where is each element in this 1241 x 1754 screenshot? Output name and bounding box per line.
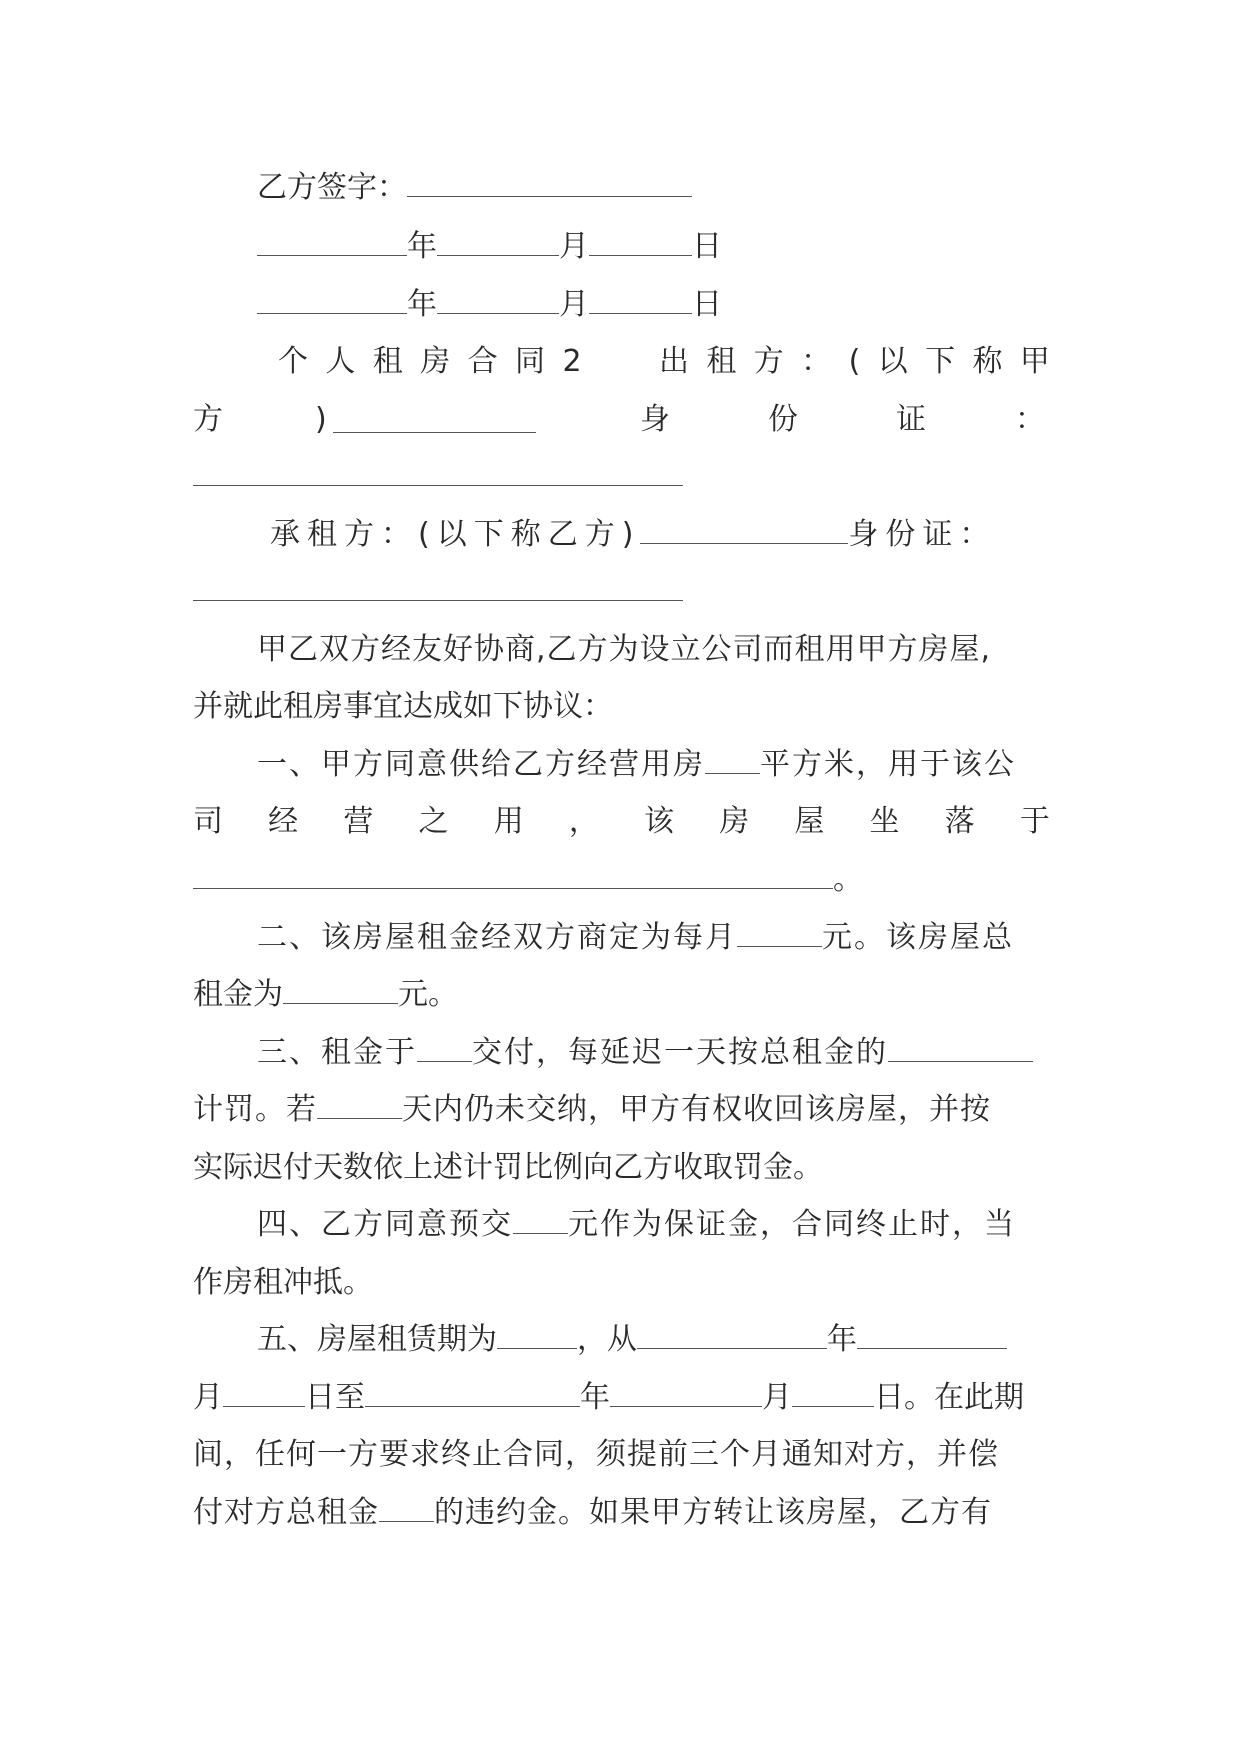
clause-text: 付对方总租金 <box>193 1495 379 1530</box>
month-blank <box>437 289 559 314</box>
id-char: 身 <box>640 402 670 437</box>
deposit-blank <box>513 1209 568 1234</box>
clause-5-line-1 <box>257 1320 1007 1360</box>
heading-char: 合 <box>467 344 498 379</box>
clause-text: 三、租金于 <box>257 1035 417 1070</box>
id-colon: ： <box>1015 402 1045 437</box>
day-blank <box>589 289 692 314</box>
heading-char: ( <box>848 344 861 379</box>
clause-text: 元。 <box>398 977 458 1012</box>
clause-5-line-4 <box>193 1493 992 1533</box>
clause-text: 元作为保证金，合同终止时，当 <box>568 1207 1016 1242</box>
penalty-rate-blank <box>888 1037 1033 1062</box>
heading-char: 下 <box>925 344 956 379</box>
clause-text: 天内仍未交纳，甲方有权收回该房屋，并按 <box>402 1092 991 1127</box>
clause-text: 年 <box>580 1380 610 1415</box>
clause-3-line-2 <box>193 1090 991 1130</box>
heading-char: 同 <box>515 344 546 379</box>
lessor-text: 方 <box>193 402 223 437</box>
start-month-blank <box>857 1324 1007 1349</box>
clause-text: 平方米，用于该公 <box>760 747 1016 782</box>
clause-char: 坐 <box>869 804 900 839</box>
month-label: 月 <box>559 229 589 264</box>
clause-char: 该 <box>644 804 675 839</box>
day-blank <box>589 231 692 256</box>
heading-char: 称 <box>972 344 1003 379</box>
lessee-row <box>270 515 996 555</box>
lessor-paren: ) <box>315 402 327 437</box>
penalty-blank <box>379 1497 434 1522</box>
lessee-id-blank <box>193 600 683 601</box>
intro-line-2: 并就此租房事宜达成如下协议： <box>193 689 613 724</box>
end-day-blank <box>792 1382 874 1407</box>
heading-char: 个 <box>278 344 308 379</box>
date-line-2 <box>257 285 722 325</box>
clause-char: 落 <box>944 804 975 839</box>
start-day-blank <box>223 1382 305 1407</box>
heading-char: 2 <box>562 344 582 379</box>
clause-text: 日。在此期 <box>874 1380 1024 1415</box>
date-line-1 <box>257 227 722 267</box>
clause-text: 五、房屋租赁期为 <box>257 1322 497 1357</box>
clause-4-line-1 <box>257 1205 1016 1245</box>
clause-char: 于 <box>1019 804 1050 839</box>
heading-char: 租 <box>706 344 737 379</box>
year-label: 年 <box>407 287 437 322</box>
clause-text: 计罚。若 <box>193 1092 317 1127</box>
clause-char: ， <box>568 804 599 839</box>
clause-text: 月 <box>762 1380 792 1415</box>
clause-1-line-1 <box>257 745 1016 785</box>
clause-4-line-2: 作房租冲抵。 <box>193 1265 373 1300</box>
clause-text: 的违约金。如果甲方转让该房屋，乙方有 <box>434 1495 992 1530</box>
clause-text: 租金为 <box>193 977 283 1012</box>
clause-text: 二、该房屋租金经双方商定为每月 <box>257 920 737 955</box>
lessor-id-blank <box>193 485 683 486</box>
clause-text: 四、乙方同意预交 <box>257 1207 513 1242</box>
heading-char: 人 <box>325 344 356 379</box>
start-year-blank <box>637 1324 827 1349</box>
clause-text: 元。该房屋总 <box>822 920 1014 955</box>
area-blank <box>705 749 760 774</box>
clause-1-line-3 <box>193 860 863 900</box>
end-month-blank <box>610 1382 762 1407</box>
days-blank <box>317 1094 402 1119</box>
heading-char: 租 <box>372 344 403 379</box>
total-rent-blank <box>283 979 398 1004</box>
month-blank <box>437 231 559 256</box>
end-year-blank <box>365 1382 580 1407</box>
clause-text: 日至 <box>305 1380 365 1415</box>
term-blank <box>497 1324 577 1349</box>
day-label: 日 <box>692 229 722 264</box>
heading-char: 房 <box>420 344 451 379</box>
month-label: 月 <box>559 287 589 322</box>
clause-char: 之 <box>418 804 449 839</box>
contract-heading <box>278 342 1050 382</box>
clause-text: 年 <box>827 1322 857 1357</box>
id-char: 份 <box>768 402 798 437</box>
clause-char: 营 <box>343 804 374 839</box>
heading-char: 甲 <box>1019 344 1050 379</box>
lessee-label: 承租方：(以下称乙方) <box>270 517 641 552</box>
clause-2-line-1 <box>257 918 1014 958</box>
signature-blank <box>407 172 692 197</box>
lessee-signature-line <box>257 168 692 208</box>
location-blank <box>193 864 833 889</box>
heading-char: 方 <box>753 344 784 379</box>
heading-char: ： <box>801 344 832 379</box>
day-label: 日 <box>692 287 722 322</box>
clause-char: 屋 <box>794 804 825 839</box>
intro-line-1: 甲乙双方经友好协商,乙方为设立公司而租用甲方房屋, <box>257 632 992 667</box>
lessee-id-label: 身份证： <box>848 517 997 552</box>
clause-text: 一、甲方同意供给乙方经营用房 <box>257 747 705 782</box>
id-char: 证 <box>896 402 926 437</box>
clause-5-line-3: 间，任何一方要求终止合同，须提前三个月通知对方，并偿 <box>193 1437 999 1472</box>
clause-char: 房 <box>719 804 750 839</box>
clause-text: ，从 <box>577 1322 637 1357</box>
clause-3-line-3: 实际迟付天数依上述计罚比例向乙方收取罚金。 <box>193 1150 823 1185</box>
lessee-signature-label: 乙方签字： <box>257 170 407 205</box>
lessee-name-blank <box>640 519 848 544</box>
clause-5-line-2 <box>193 1378 1024 1418</box>
year-label: 年 <box>407 229 437 264</box>
year-blank <box>257 231 407 256</box>
period: 。 <box>833 862 863 897</box>
heading-char: 出 <box>658 344 689 379</box>
clause-text: 交付，每延迟一天按总租金的 <box>472 1035 888 1070</box>
heading-char: 以 <box>877 344 908 379</box>
clause-char: 经 <box>268 804 299 839</box>
clause-3-line-1 <box>257 1033 1033 1073</box>
year-blank <box>257 289 407 314</box>
clause-1-line-2 <box>193 802 1050 842</box>
clause-2-line-2 <box>193 975 458 1015</box>
clause-char: 司 <box>193 804 223 839</box>
monthly-rent-blank <box>737 922 822 947</box>
payment-date-blank <box>417 1037 472 1062</box>
clause-text: 月 <box>193 1380 223 1415</box>
lessor-name-blank <box>333 408 536 433</box>
clause-char: 用 <box>493 804 524 839</box>
